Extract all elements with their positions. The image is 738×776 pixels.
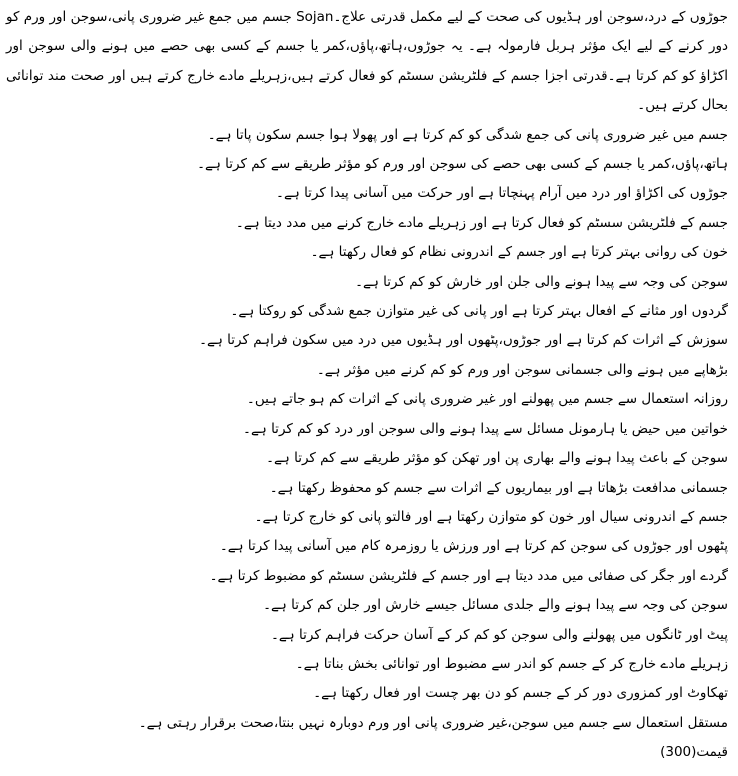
benefit-line: سوجن کے باعث پیدا ہونے والے بھاری پن اور تھکن کو مؤثر طریقے سے کم کرتا ہے۔ [266, 450, 728, 467]
benefit-line: خون کی روانی بہتر کرتا ہے اور جسم کے اندرونی نظام کو فعال رکھتا ہے۔ [310, 244, 728, 261]
benefit-line: گردے اور جگر کی صفائی میں مدد دیتا ہے اور جسم کے فلٹریشن سسٹم کو مضبوط کرتا ہے۔ [209, 567, 728, 584]
price-line: قیمت(300) [660, 744, 728, 761]
benefit-line: جسم کے فلٹریشن سسٹم کو فعال کرتا ہے اور زہریلے مادے خارج کرنے میں مدد دیتا ہے۔ [235, 214, 728, 231]
benefit-line: سوزش کے اثرات کم کرتا ہے اور جوڑوں،پٹھوں اور ہڈیوں میں درد میں سکون فراہم کرتا ہے۔ [199, 332, 728, 349]
benefit-line: گردوں اور مثانے کے افعال بہتر کرتا ہے اور پانی کی غیر متوازن جمع شدگی کو روکتا ہے۔ [230, 303, 728, 320]
benefit-line: جوڑوں کی اکڑاؤ اور درد میں آرام پہنچاتا ہے اور حرکت میں آسانی پیدا کرتا ہے۔ [276, 185, 728, 202]
benefit-line: زہریلے مادے خارج کر کے جسم کو اندر سے مضبوط اور توانائی بخش بناتا ہے۔ [295, 655, 728, 672]
intro-paragraph: جوڑوں کے درد،سوجن اور ہڈیوں کی صحت کے لیے مکمل قدرتی علاج۔Sojan جسم میں جمع غیر ضروری پانی،سوجن اور ورم کو دور کرنے کے لیے ایک مؤثر ہربل فارمولہ ہے۔ یہ جوڑوں،ہاتھ،پاؤں،کمر یا جسم کے کسی بھی حصے میں ہونے والی سوجن اور اکڑاؤ کو کم کرتا ہے۔قدرتی اجزا جسم کے فلٹریشن سسٹم کو فعال کرتے ہیں،زہریلے مادے خارج کرتے ہیں اور صحت مند توانائی بحال کرتے ہیں۔ [6, 9, 728, 114]
benefit-line: پٹھوں اور جوڑوں کی سوجن کم کرتا ہے اور ورزش یا روزمرہ کام میں آسانی پیدا کرتا ہے۔ [219, 538, 728, 555]
benefit-line: بڑھاپے میں ہونے والی جسمانی سوجن اور ورم کو کم کرنے میں مؤثر ہے۔ [316, 361, 728, 378]
benefit-line: روزانہ استعمال سے جسم میں پھولنے اور غیر ضروری پانی کے اثرات کم ہو جاتے ہیں۔ [246, 391, 728, 408]
benefit-line: سوجن کی وجہ سے پیدا ہونے والے جلدی مسائل جیسے خارش اور جلن کم کرتا ہے۔ [263, 597, 728, 614]
benefit-line: مستقل استعمال سے جسم میں سوجن،غیر ضروری پانی اور ورم دوبارہ نہیں بنتا،صحت برقرار رہتی ہے۔ [138, 714, 728, 731]
benefit-line: جسم میں غیر ضروری پانی کی جمع شدگی کو کم کرتا ہے اور پھولا ہوا جسم سکون پاتا ہے۔ [207, 126, 728, 143]
benefit-line: خواتین میں حیض یا ہارمونل مسائل سے پیدا ہونے والی سوجن اور درد کو کم کرتا ہے۔ [243, 420, 728, 437]
benefit-line: پیٹ اور ٹانگوں میں پھولنے والی سوجن کو کم کر کے آسان حرکت فراہم کرتا ہے۔ [270, 626, 728, 643]
benefit-line: ہاتھ،پاؤں،کمر یا جسم کے کسی بھی حصے کی سوجن اور ورم کو مؤثر طریقے سے کم کرتا ہے۔ [197, 156, 728, 173]
benefit-line: جسمانی مدافعت بڑھاتا ہے اور بیماریوں کے اثرات سے جسم کو محفوظ رکھتا ہے۔ [269, 479, 728, 496]
benefit-line: تھکاوٹ اور کمزوری دور کر کے جسم کو دن بھر چست اور فعال رکھتا ہے۔ [313, 685, 728, 702]
benefit-line: جسم کے اندرونی سیال اور خون کو متوازن رکھتا ہے اور فالتو پانی کو خارج کرتا ہے۔ [254, 508, 728, 525]
benefit-line: سوجن کی وجہ سے پیدا ہونے والی جلن اور خارش کو کم کرتا ہے۔ [355, 273, 728, 290]
